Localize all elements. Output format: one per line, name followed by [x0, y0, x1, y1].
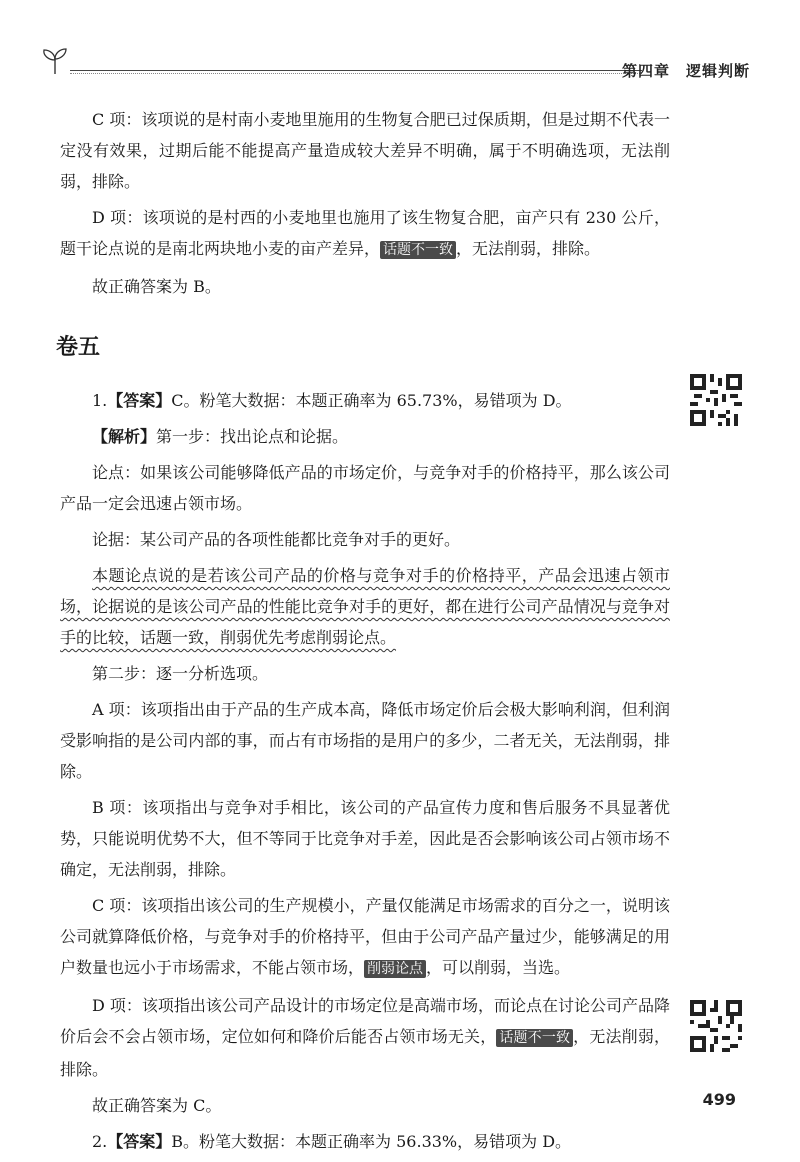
- qr-code-icon[interactable]: [690, 1000, 742, 1052]
- q1-number: 1.: [92, 391, 108, 410]
- wavy-underlined-text: 本题论点说的是若该公司产品的价格与竞争对手的价格持平，产品会迅速占领市场，论据说的是该公司产品的性能比竞争对手的更好，都在进行公司产品情况与竞争对手的比较，话题一致，削弱优先考虑削弱论点。: [60, 566, 670, 647]
- prev-d-text-b: ，无法削弱，排除。: [456, 239, 601, 258]
- option-a: A 项：该项指出由于产品的生产成本高，降低市场定价后会极大影响利润，但利润受影响指的是公司内部的事，而占有市场指的是用户的多少，二者无关，无法削弱，排除。: [60, 700, 670, 781]
- step-two: 第二步：逐一分析选项。: [92, 664, 269, 683]
- option-c-text-b: ，可以削弱，当选。: [426, 958, 571, 977]
- option-d-text-a: D 项：该项指出该公司产品设计的市场定位是高端市场，而论点在讨论公司产品降价后会不会占领市场，定位如何和降价后能否占领市场无关，: [60, 996, 670, 1046]
- option-d-text-b: ，无法削弱，排除。: [60, 1027, 670, 1079]
- highlight-tag: 削弱论点: [364, 960, 426, 978]
- analysis-intro: [60, 421, 670, 452]
- analysis-text: 第一步：找出论点和论据。: [156, 427, 349, 446]
- q2-number: 2.: [92, 1132, 108, 1151]
- prev-c-item: C 项：该项说的是村南小麦地里施用的生物复合肥已过保质期，但是过期不代表一定没有效果，过期后能不能提高产量造成较大差异不明确，属于不明确选项，无法削弱，排除。: [60, 110, 670, 191]
- wavy-summary: [60, 560, 670, 653]
- header-title: [622, 60, 750, 81]
- q1-answer-text: C。粉笔大数据：本题正确率为 65.73%，易错项为 D。: [171, 391, 572, 410]
- highlight-tag: 话题不一致: [380, 241, 456, 259]
- q1-answer-tag: 【答案】: [107, 391, 172, 410]
- chapter-label: 第四章: [621, 62, 670, 80]
- prev-answer: 故正确答案为 B。: [92, 277, 221, 296]
- argument-claim: 论点：如果该公司能够降低产品的市场定价，与竞争对手的价格持平，那么该公司产品一定会迅速占领市场。: [60, 463, 670, 513]
- chapter-title: 逻辑判断: [685, 62, 750, 80]
- page-content: [56, 104, 670, 1162]
- sprout-icon: [40, 46, 70, 80]
- qr-code-icon[interactable]: [690, 374, 742, 426]
- q2-answer-tag: 【答案】: [107, 1132, 172, 1151]
- section-title: 卷五: [56, 335, 101, 360]
- prev-d-item: [60, 202, 670, 266]
- option-c-text-a: C 项：该项指出该公司的生产规模小，产量仅能满足市场需求的百分之一，说明该公司就算降低价格，与竞争对手的价格持平，但由于公司产品产量过少，能够满足的用户数量也远小于市场需求，不能占领市场，: [60, 896, 670, 977]
- page-number: 499: [702, 1090, 736, 1109]
- q2-answer: [60, 1126, 670, 1157]
- option-c: [60, 890, 670, 985]
- highlight-tag: 话题不一致: [496, 1029, 573, 1047]
- q2-answer-text: B。粉笔大数据：本题正确率为 56.33%，易错项为 D。: [171, 1132, 572, 1151]
- page-header: [40, 40, 750, 84]
- q1-final-answer: 故正确答案为 C。: [92, 1096, 222, 1115]
- header-rule: [70, 70, 642, 71]
- prev-d-text-a: D 项：该项说的是村西的小麦地里也施用了该生物复合肥，亩产只有 230 公斤，题干论点说的是南北两块地小麦的亩产差异，: [60, 208, 670, 258]
- analysis-tag: 【解析】: [92, 427, 157, 446]
- option-d: [60, 990, 670, 1085]
- option-b: B 项：该项指出与竞争对手相比，该公司的产品宣传力度和售后服务不具显著优势，只能说明优势不大，但不等同于比竞争对手差，因此是否会影响该公司占领市场不确定，无法削弱，排除。: [60, 798, 670, 879]
- q1-answer: [60, 385, 670, 416]
- argument-evidence: 论据：某公司产品的各项性能都比竞争对手的更好。: [92, 530, 461, 549]
